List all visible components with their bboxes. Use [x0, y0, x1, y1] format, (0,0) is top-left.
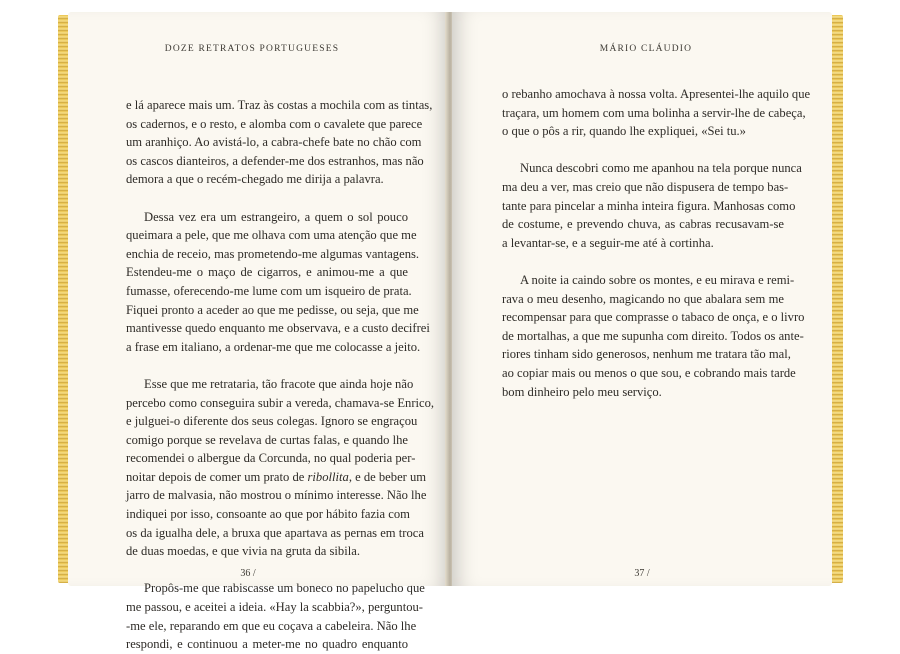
- right-page-text: [502, 85, 811, 401]
- text-fragment: noitar depois de comer um prato de: [126, 469, 308, 484]
- text-line: de mortalhas, a que me supunha com direito. Todos os ante-: [502, 328, 804, 343]
- text-line: demora a que o recém-chegado me dirija a palavra.: [126, 172, 384, 187]
- text-line: ao copiar mais ou menos o que sou, e cobrando mais tarde: [502, 365, 796, 380]
- text-line: Nunca descobri como me apanhou na tela porque nunca: [520, 161, 802, 176]
- text-line: e julguei-o diferente dos seus colegas. Ignoro se engraçou: [126, 414, 418, 429]
- text-line: enchia de receio, mas prometendo-me algumas vantagens.: [126, 246, 420, 261]
- text-line: rava o meu desenho, magicando no que abalara sem me: [502, 291, 784, 306]
- text-line: um aranhiço. Ao avistá-lo, a cabra-chefe bate no chão com: [126, 135, 422, 150]
- text-line: ma deu a ver, mas creio que não dispusera de tempo bas-: [502, 179, 789, 194]
- text-line: indiquei por isso, consoante ao que por hábito fazia com: [126, 507, 410, 522]
- text-line: tante para pincelar a minha inteira figura. Manhosas como: [502, 198, 796, 213]
- text-line: comigo porque se revelava de curtas falas, e quando lhe: [126, 432, 408, 447]
- text-line: queimara a pele, que me olhava com uma atenção que me: [126, 228, 417, 243]
- text-line: riores tinham sido generosos, nenhum me tratara tão mal,: [502, 347, 791, 362]
- text-line: traçara, um homem com uma bolinha a servir-lhe de cabeça,: [502, 105, 806, 120]
- text-line: -me ele, reparando em que eu coçava a cabeleira. Não lhe: [126, 618, 417, 633]
- text-line: de duas moedas, e que vivia na gruta da sibila.: [126, 544, 360, 559]
- right-page: [452, 12, 832, 586]
- text-line: Fiquei pronto a aceder ao que me pedisse, ou seja, que me: [126, 302, 419, 317]
- text-line: os cadernos, e o resto, e alomba com o cavalete que parece: [126, 116, 423, 131]
- text-line: jarro de malvasia, não mostrou o mínimo interesse. Não lhe: [126, 488, 427, 503]
- text-line: bom dinheiro pelo meu serviço.: [502, 384, 662, 399]
- text-line: recompensar para que comprasse o tabaco de onça, e o livro: [502, 310, 805, 325]
- text-line: respondi, e continuou a meter-me no quadro enquanto: [126, 637, 408, 652]
- text-line: mantivesse quedo enquanto me observava, e a custo decifrei: [126, 321, 430, 336]
- text-line: Esse que me retrataria, tão fracote que ainda hoje não: [144, 376, 414, 391]
- text-line: [126, 468, 427, 487]
- left-page: [68, 12, 448, 652]
- text-line: o que o pôs a rir, quando lhe expliquei, «Sei tu.»: [502, 124, 746, 139]
- text-line: Estendeu-me o maço de cigarros, e animou-me a que: [126, 265, 408, 280]
- running-head-left: DOZE RETRATOS PORTUGUESES: [164, 44, 340, 54]
- text-line: me passou, e aceitei a ideia. «Hay la scabbia?», perguntou-: [126, 600, 424, 615]
- text-line: A noite ia caindo sobre os montes, e eu mirava e remi-: [520, 272, 795, 287]
- text-line: a levantar-se, e a seguir-me até à cortinha.: [502, 235, 714, 250]
- text-line: e lá aparece mais um. Traz às costas a mochila com as tintas,: [126, 98, 433, 112]
- text-line: percebo como conseguira subir a vereda, chamava-se Enrico,: [126, 395, 435, 410]
- text-line: a frase em italiano, a ordenar-me que me colocasse a jeito.: [126, 339, 421, 354]
- text-line: o rebanho amochava à nossa volta. Apresentei-lhe aquilo que: [502, 87, 811, 101]
- italic-word: ribollita: [307, 469, 349, 484]
- text-line: Propôs-me que rabiscasse um boneco no papelucho que: [144, 581, 425, 596]
- text-line: recomendei o albergue da Corcunda, no qual poderia per-: [126, 451, 416, 466]
- page-number-right: 37 /: [634, 568, 650, 579]
- text-line: Dessa vez era um estrangeiro, a quem o sol pouco: [144, 209, 408, 224]
- page-number-left: 36 /: [240, 568, 256, 579]
- text-line: os cascos dianteiros, a defender-me dos estranhos, mas não: [126, 153, 424, 168]
- running-head-right: MÁRIO CLÁUDIO: [599, 44, 693, 54]
- text-fragment: , e de beber um: [348, 469, 427, 484]
- text-line: os da igualha dele, a bruxa que apartava as pernas em troca: [126, 525, 424, 540]
- text-line: de costume, e prevendo chuva, as cabras recusavam-se: [502, 217, 784, 232]
- text-line: fumasse, oferecendo-me lume com um isqueiro de prata.: [126, 283, 412, 298]
